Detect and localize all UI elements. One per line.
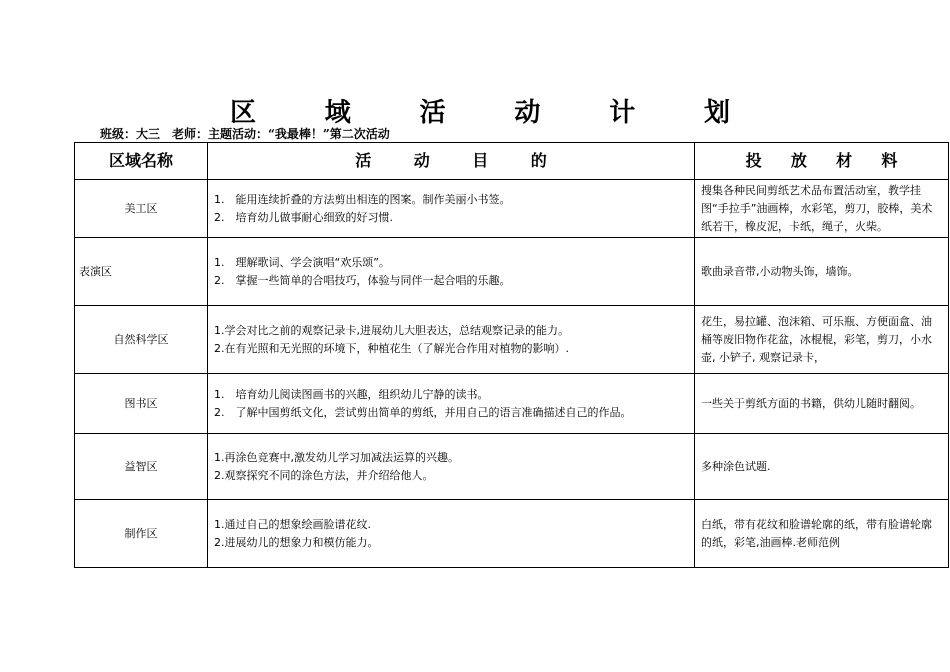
table-row bbox=[75, 238, 949, 306]
header-char: 动 bbox=[413, 151, 430, 170]
activity-goals bbox=[208, 434, 695, 500]
goal-item: 1.通过自己的想象绘画脸谱花纹. bbox=[214, 517, 371, 531]
area-name: 自然科学区 bbox=[75, 306, 208, 374]
title-char: 计 bbox=[609, 98, 636, 128]
header-materials bbox=[695, 143, 949, 180]
materials: 花生，易拉罐、泡沫箱、可乐瓶、方便面盒、油桶等废旧物作花盆，冰棍棍，彩笔，剪刀，小水壶, 小铲子, 观察记录卡， bbox=[695, 306, 949, 374]
goal-item: 1.学会对比之前的观察记录卡,进展幼儿大胆表达，总结观察记录的能力。 bbox=[214, 323, 569, 337]
goal-item: 1. 培育幼儿阅读图画书的兴趣，组织幼儿宁静的读书。 bbox=[214, 387, 489, 401]
activity-goals bbox=[208, 374, 695, 434]
header-char: 活 bbox=[355, 151, 372, 170]
area-name: 图书区 bbox=[75, 374, 208, 434]
goal-item: 1. 理解歌词、学会演唱“欢乐颂”。 bbox=[214, 255, 390, 269]
table-row bbox=[75, 180, 949, 238]
header-char: 目 bbox=[472, 151, 489, 170]
header-char: 放 bbox=[790, 151, 807, 170]
header-char: 料 bbox=[881, 151, 898, 170]
goal-item: 2. 掌握一些简单的合唱技巧，体验与同伴一起合唱的乐趣。 bbox=[214, 273, 511, 287]
goal-item: 2. 培育幼儿做事耐心细致的好习惯. bbox=[214, 210, 393, 224]
area-name: 制作区 bbox=[75, 500, 208, 568]
activity-goals bbox=[208, 306, 695, 374]
goal-item: 2.进展幼儿的想象力和模仿能力。 bbox=[214, 535, 379, 549]
table-row bbox=[75, 306, 949, 374]
table-row bbox=[75, 500, 949, 568]
materials: 白纸，带有花纹和脸谱轮廓的纸，带有脸谱轮廓的纸，彩笔,油画棒.老师范例 bbox=[695, 500, 949, 568]
goal-item: 2. 了解中国剪纸文化，尝试剪出简单的剪纸，并用自己的语言准确描述自己的作品。 bbox=[214, 405, 632, 419]
page-title bbox=[230, 92, 730, 129]
goal-item: 1. 能用连续折叠的方法剪出相连的图案。制作美丽小书签。 bbox=[214, 192, 511, 206]
activity-goals bbox=[208, 238, 695, 306]
goal-item: 2.观察探究不同的涂色方法，并介绍给他人。 bbox=[214, 468, 434, 482]
title-char: 区 bbox=[230, 98, 257, 128]
materials: 歌曲录音带,小动物头饰，墙饰。 bbox=[695, 238, 949, 306]
header-char: 材 bbox=[836, 151, 853, 170]
goal-item: 1.再涂色竞赛中,激发幼儿学习加减法运算的兴趣。 bbox=[214, 450, 459, 464]
activity-goals bbox=[208, 500, 695, 568]
table-row bbox=[75, 374, 949, 434]
header-row bbox=[75, 143, 949, 180]
activity-goals bbox=[208, 180, 695, 238]
title-char: 划 bbox=[703, 98, 730, 128]
materials: 多种涂色试题. bbox=[695, 434, 949, 500]
activity-plan-table bbox=[74, 142, 949, 568]
header-activity-goal bbox=[208, 143, 695, 180]
header-char: 投 bbox=[745, 151, 762, 170]
materials: 搜集各种民间剪纸艺术品布置活动室，教学挂图“手拉手”油画棒，水彩笔，剪刀，胶棒，美术纸若干，橡皮泥，卡纸，绳子，火柴。 bbox=[695, 180, 949, 238]
area-name: 表演区 bbox=[75, 238, 208, 306]
header-area-name: 区域名称 bbox=[75, 143, 208, 180]
area-name: 益智区 bbox=[75, 434, 208, 500]
area-name: 美工区 bbox=[75, 180, 208, 238]
goal-item: 2.在有光照和无光照的环境下，种植花生（了解光合作用对植物的影响）. bbox=[214, 341, 569, 355]
title-char: 域 bbox=[324, 98, 351, 128]
table-row bbox=[75, 434, 949, 500]
title-char: 活 bbox=[419, 98, 446, 128]
title-char: 动 bbox=[514, 98, 541, 128]
materials: 一些关于剪纸方面的书籍，供幼儿随时翻阅。 bbox=[695, 374, 949, 434]
header-char: 的 bbox=[530, 151, 547, 170]
class-info: 班级：大三 老师：主题活动：“我最棒！”第二次活动 bbox=[100, 127, 390, 141]
